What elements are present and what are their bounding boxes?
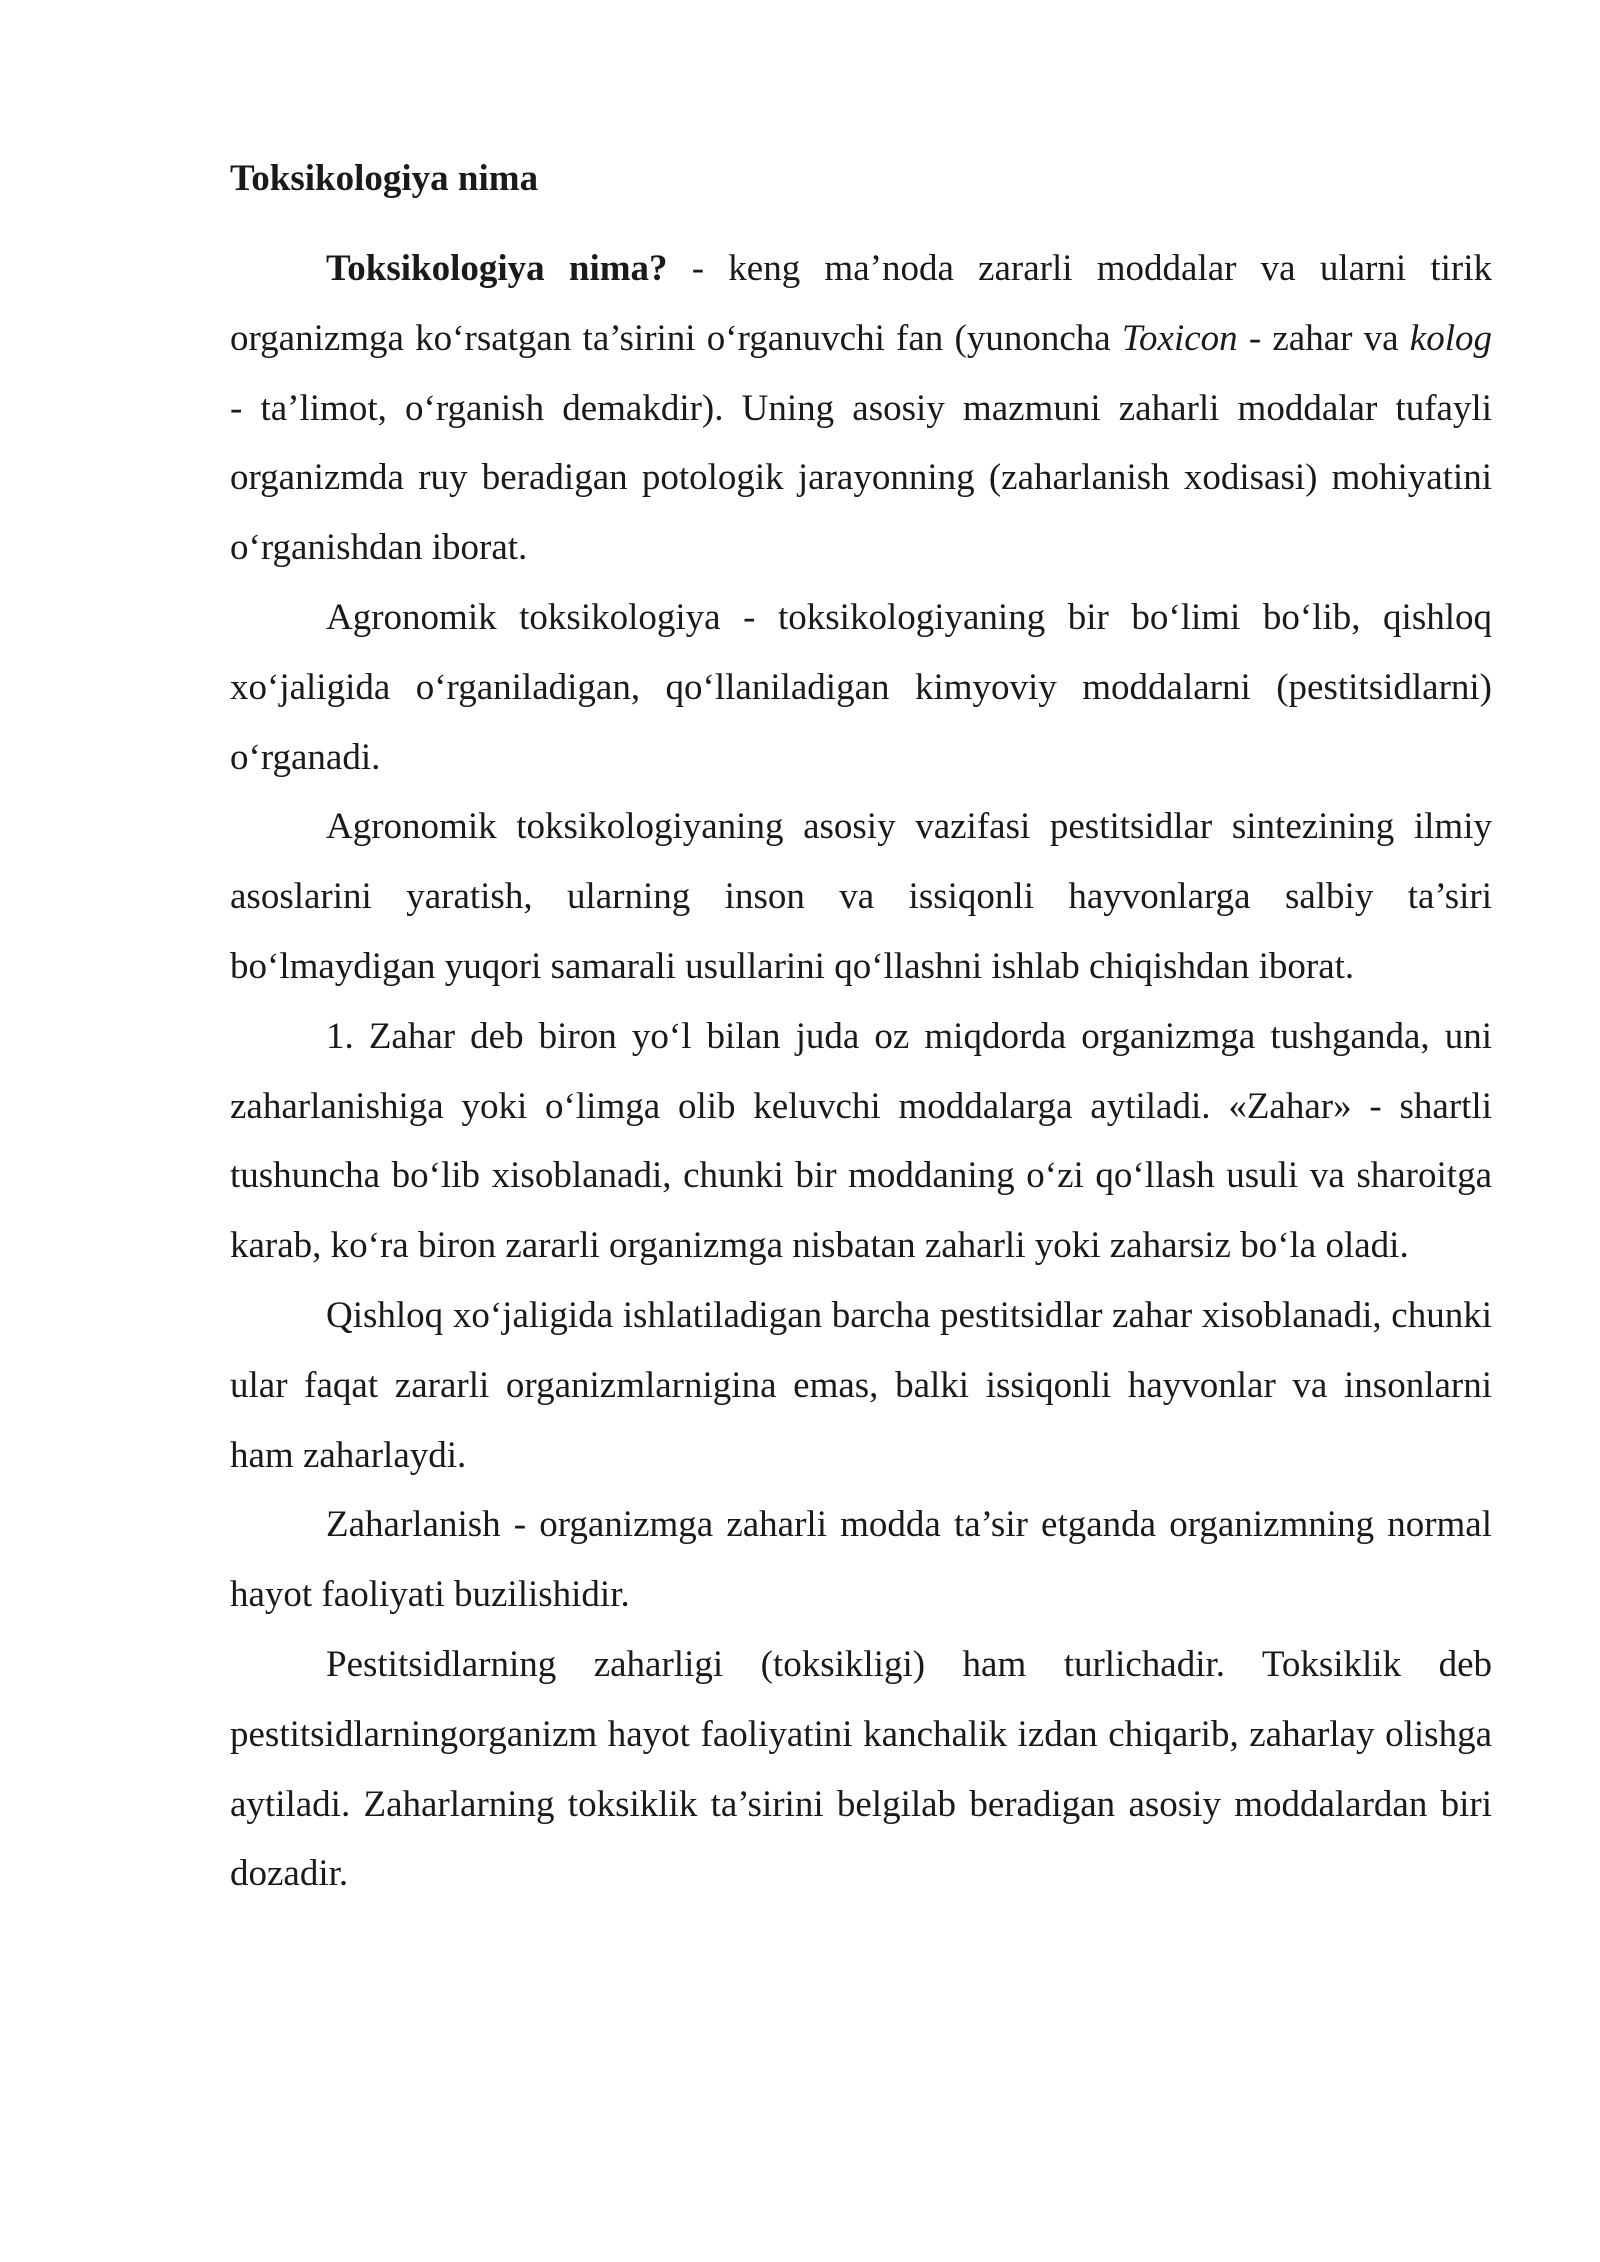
paragraph-zahar-definition: 1. Zahar deb biron yo‘l bilan juda oz miqdorda organizmga tushganda, uni zaharlanishiga yoki o‘limga olib keluvchi moddalarga aytiladi. «Zahar» - shartli tushuncha bo‘lib xisoblanadi, chunki bir moddaning o‘zi qo‘llash usuli va sharoitga karab, ko‘ra biron zararli organizmga nisbatan zaharli yoki zaharsiz bo‘la oladi. <box>230 1015 1492 1267</box>
paragraph-toksiklik: Pestitsidlarning zaharligi (toksikligi) ham turlichadir. Toksiklik deb pestitsidlarningorganizm hayot faoliyatini kanchalik izdan chiqarib, zaharlay olishga aytiladi. Zaharlarning toksiklik ta’sirini belgilab beradigan asosiy moddalardan biri dozadir. <box>230 1643 1492 1895</box>
paragraph-zaharlanish: Zaharlanish - organizmga zaharli modda ta’sir etganda organizmning normal hayot faoliyati buzilishidir. <box>230 1504 1492 1616</box>
paragraph-agronomik-toksikologiya: Agronomik toksikologiya - toksikologiyaning bir bo‘limi bo‘lib, qishloq xo‘jaligida o‘rganiladigan, qo‘llaniladigan kimyoviy moddalarni (pestitsidlarni) o‘rganadi. <box>230 596 1492 778</box>
intro-italic-toxicon: Toxicon <box>1121 317 1238 359</box>
intro-italic-kolog: kolog <box>1409 317 1492 359</box>
paragraph-asosiy-vazifa: Agronomik toksikologiyaning asosiy vazifasi pestitsidlar sintezining ilmiy asoslarini yaratish, ularning inson va issiqonli hayvonlarga salbiy ta’siri bo‘lmaydigan yuqori samarali usullarini qo‘llashni ishlab chiqishdan iborat. <box>230 806 1492 987</box>
intro-text-3: - ta’limot, o‘rganish demakdir). Uning asosiy mazmuni zaharli moddalar tufayli organizmda ruy beradigan potologik jarayonning (zaharlanish xodisasi) mohiyatini o‘rganishdan iborat. <box>230 387 1492 569</box>
intro-term: Toksikologiya nima? <box>326 248 668 289</box>
document-page <box>230 148 1492 1909</box>
intro-paragraph <box>230 234 1492 583</box>
document-title: Toksikologiya nima <box>230 158 539 199</box>
paragraph-pestitsidlar-zahar: Qishloq xo‘jaligida ishlatiladigan barcha pestitsidlar zahar xisoblanadi, chunki ular faqat zararli organizmlarnigina emas, balki issiqonli hayvonlar va insonlarni ham zaharlaydi. <box>230 1294 1492 1476</box>
intro-text-1: - keng ma’noda zararli moddalar va ularni tirik organizmga ko‘rsatgan ta’sirini o‘rganuvchi fan (yunoncha <box>230 248 1492 359</box>
intro-text-2: - zahar va <box>1237 317 1410 359</box>
